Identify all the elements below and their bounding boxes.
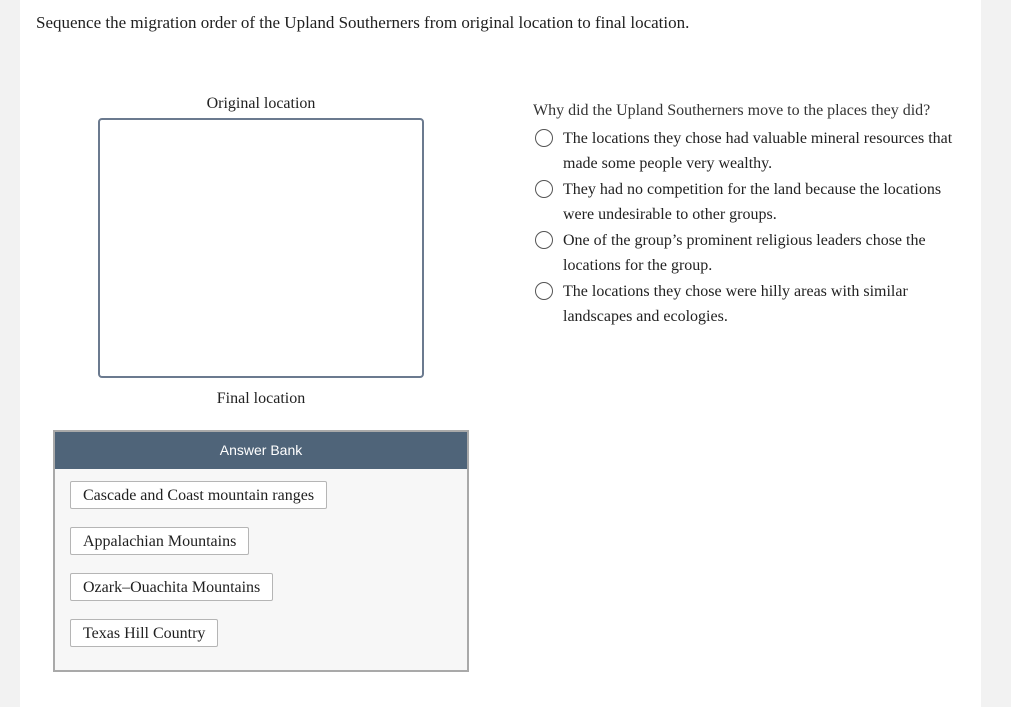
original-location-label: Original location — [206, 95, 316, 112]
option-religious-leaders[interactable] — [533, 228, 953, 278]
radio-button-icon[interactable] — [535, 282, 553, 300]
option-label: One of the group’s prominent religious leaders chose the locations for the group. — [563, 232, 926, 274]
multiple-choice-question — [533, 96, 953, 329]
answer-chip-texas-hill-country[interactable]: Texas Hill Country — [70, 619, 218, 647]
option-hilly-areas[interactable] — [533, 279, 953, 329]
option-label: The locations they chose had valuable mineral resources that made some people very wealthy. — [563, 130, 953, 172]
option-label: They had no competition for the land because the locations were undesirable to other groups. — [563, 181, 942, 223]
answer-bank-title: Answer Bank — [55, 432, 467, 469]
answer-chip-cascade-coast[interactable]: Cascade and Coast mountain ranges — [70, 481, 327, 509]
answer-chip-ozark-ouachita[interactable]: Ozark–Ouachita Mountains — [70, 573, 273, 601]
question-text: Why did the Upland Southerners move to the places they did? — [533, 102, 931, 119]
radio-button-icon[interactable] — [535, 180, 553, 198]
final-location-label: Final location — [216, 390, 306, 407]
answer-bank — [53, 430, 469, 672]
radio-button-icon[interactable] — [535, 231, 553, 249]
prompt-text: Sequence the migration order of the Upland Southerners from original location to final location. — [36, 13, 690, 32]
option-mineral-resources[interactable] — [533, 126, 953, 176]
answer-chip-appalachian[interactable]: Appalachian Mountains — [70, 527, 249, 555]
sequence-drop-zone[interactable] — [98, 118, 424, 378]
option-label: The locations they chose were hilly areas with similar landscapes and ecologies. — [563, 283, 908, 325]
option-no-competition[interactable] — [533, 177, 953, 227]
radio-button-icon[interactable] — [535, 129, 553, 147]
question-card — [20, 0, 981, 707]
